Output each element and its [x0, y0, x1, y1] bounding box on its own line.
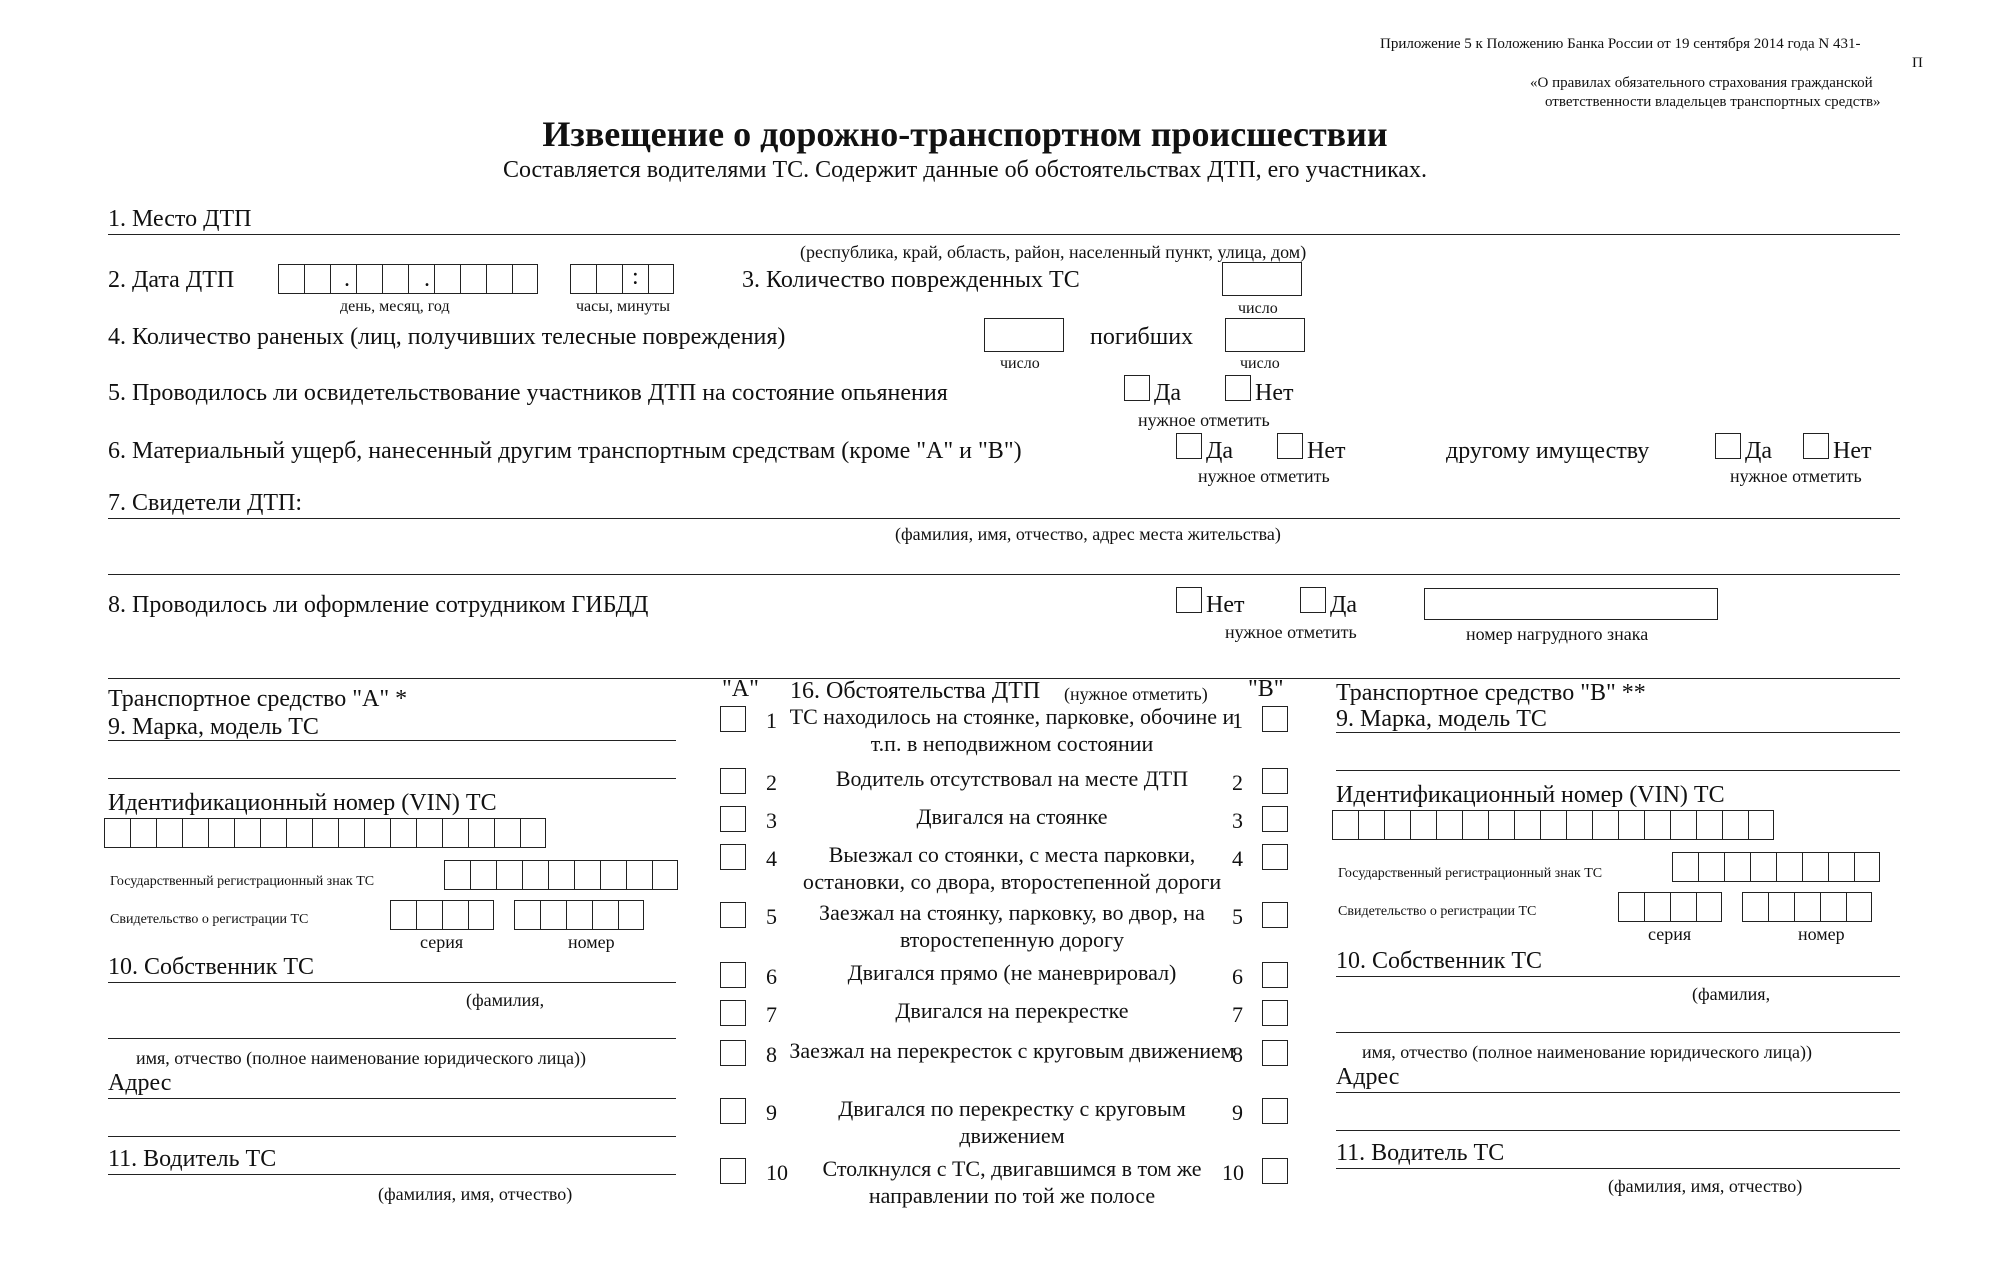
circ-text-10: Столкнулся с ТС, двигавшимся в том же направлении по той же полосе	[822, 1156, 1202, 1208]
vehicle-a-brand-line-1[interactable]	[108, 740, 676, 741]
vehicle-a-driver-line[interactable]	[108, 1174, 676, 1175]
witnesses-hint: (фамилия, имя, отчество, адрес места жительства)	[895, 524, 1281, 544]
vehicle-a-address-label: Адрес	[108, 1070, 172, 1096]
vehicle-a-address-line-1[interactable]	[108, 1098, 676, 1099]
vehicle-b-reg-number-cells[interactable]	[1742, 892, 1872, 922]
vehicle-b-driver-line[interactable]	[1336, 1168, 1900, 1169]
vehicle-a-address-line-2[interactable]	[108, 1136, 676, 1137]
circ-text-1: ТС находилось на стоянке, парковке, обочине и т.п. в неподвижном состоянии	[789, 704, 1235, 756]
police-hint: нужное отметить	[1225, 622, 1357, 642]
circ-a-number-5: 5	[766, 904, 777, 929]
vehicle-b-title: Транспортное средство "В" **	[1336, 680, 1646, 706]
damage-no-checkbox[interactable]	[1277, 433, 1303, 459]
date-label: 2. Дата ДТП	[108, 267, 235, 293]
vehicle-b-address-label: Адрес	[1336, 1064, 1400, 1090]
circ-b-checkbox-7[interactable]	[1262, 1000, 1288, 1026]
circ-b-number-5: 5	[1232, 904, 1243, 929]
vehicle-b-address-line-1[interactable]	[1336, 1092, 1900, 1093]
time-colon: :	[632, 264, 639, 290]
other-property-no-checkbox[interactable]	[1803, 433, 1829, 459]
police-no-checkbox[interactable]	[1176, 587, 1202, 613]
circ-a-checkbox-1[interactable]	[720, 706, 746, 732]
damage-label: 6. Материальный ущерб, нанесенный другим транспортным средствам (кроме "А" и "В")	[108, 438, 1022, 464]
circ-b-checkbox-8[interactable]	[1262, 1040, 1288, 1066]
badge-number-box[interactable]	[1424, 588, 1718, 620]
circ-title: 16. Обстоятельства ДТП	[790, 678, 1041, 704]
dead-box[interactable]	[1225, 318, 1305, 352]
vehicle-a-owner-hint-1: (фамилия,	[466, 990, 545, 1010]
vehicle-b-brand-label: 9. Марка, модель ТС	[1336, 706, 1547, 732]
vehicle-a-owner-hint-2: имя, отчество (полное наименование юридического лица))	[136, 1048, 586, 1068]
circ-b-number-1: 1	[1232, 708, 1243, 733]
injured-box[interactable]	[984, 318, 1064, 352]
vehicle-b-brand-line-2[interactable]	[1336, 770, 1900, 771]
circ-text-6: Двигался прямо (не маневрировал)	[847, 960, 1177, 985]
circ-b-number-3: 3	[1232, 808, 1243, 833]
circ-a-number-9: 9	[766, 1100, 777, 1125]
circ-b-checkbox-4[interactable]	[1262, 844, 1288, 870]
circ-text-3: Двигался на стоянке	[916, 804, 1108, 829]
date-dot-2: .	[424, 266, 430, 292]
time-hint: часы, минуты	[576, 298, 670, 315]
vehicle-a-title: Транспортное средство "А" *	[108, 686, 408, 712]
circ-b-checkbox-2[interactable]	[1262, 768, 1288, 794]
intoxication-yes-label: Да	[1154, 380, 1182, 406]
circ-a-checkbox-4[interactable]	[720, 844, 746, 870]
circ-a-number-8: 8	[766, 1042, 777, 1067]
vehicle-b-owner-hint-2: имя, отчество (полное наименование юридического лица))	[1362, 1042, 1812, 1062]
circ-a-number-7: 7	[766, 1002, 777, 1027]
place-label: 1. Место ДТП	[108, 206, 252, 232]
other-property-no-label: Нет	[1833, 438, 1872, 464]
circ-a-checkbox-9[interactable]	[720, 1098, 746, 1124]
vehicle-b-owner-hint-1: (фамилия,	[1692, 984, 1771, 1004]
vehicle-b-brand-line-1[interactable]	[1336, 732, 1900, 733]
damage-yes-checkbox[interactable]	[1176, 433, 1202, 459]
circ-b-number-9: 9	[1232, 1100, 1243, 1125]
circ-b-checkbox-10[interactable]	[1262, 1158, 1288, 1184]
circ-a-number-1: 1	[766, 708, 777, 733]
witnesses-line-2[interactable]	[108, 574, 1900, 575]
circ-a-checkbox-8[interactable]	[720, 1040, 746, 1066]
vehicle-b-plate-label: Государственный регистрационный знак ТС	[1338, 866, 1603, 881]
vehicle-b-owner-line-1[interactable]	[1336, 976, 1900, 977]
other-property-yes-checkbox[interactable]	[1715, 433, 1741, 459]
vehicle-b-reg-series-cells[interactable]	[1618, 892, 1722, 922]
vehicle-a-plate-cells[interactable]	[444, 860, 678, 890]
intoxication-no-label: Нет	[1255, 380, 1294, 406]
circ-text-8: Заезжал на перекресток с круговым движением	[789, 1038, 1235, 1063]
circ-a-number-2: 2	[766, 770, 777, 795]
damaged-vehicles-label: 3. Количество поврежденных ТС	[742, 267, 1080, 293]
circ-b-checkbox-9[interactable]	[1262, 1098, 1288, 1124]
appendix-line-1: Приложение 5 к Положению Банка России от 19 сентября 2014 года N 431-	[1380, 36, 1861, 52]
circ-b-checkbox-6[interactable]	[1262, 962, 1288, 988]
circ-b-number-4: 4	[1232, 846, 1243, 871]
vehicle-b-series-hint: серия	[1648, 924, 1692, 944]
place-line[interactable]	[108, 234, 1900, 235]
vehicle-a-vin-label: Идентификационный номер (VIN) ТС	[108, 790, 497, 816]
dead-hint: число	[1240, 355, 1280, 372]
vehicle-a-reg-number-cells[interactable]	[514, 900, 644, 930]
other-property-yes-label: Да	[1745, 438, 1773, 464]
intoxication-no-checkbox[interactable]	[1225, 375, 1251, 401]
circ-a-checkbox-7[interactable]	[720, 1000, 746, 1026]
injured-label: 4. Количество раненых (лиц, получивших телесные повреждения)	[108, 324, 786, 350]
circ-a-checkbox-3[interactable]	[720, 806, 746, 832]
vehicle-a-owner-label: 10. Собственник ТС	[108, 954, 315, 980]
circ-a-checkbox-2[interactable]	[720, 768, 746, 794]
vehicle-a-owner-line-2[interactable]	[108, 1038, 676, 1039]
intoxication-label: 5. Проводилось ли освидетельствование участников ДТП на состояние опьянения	[108, 380, 948, 406]
circ-a-checkbox-10[interactable]	[720, 1158, 746, 1184]
damage-hint: нужное отметить	[1198, 466, 1330, 486]
damage-no-label: Нет	[1307, 438, 1346, 464]
circ-b-number-6: 6	[1232, 964, 1243, 989]
vehicle-a-owner-line-1[interactable]	[108, 982, 676, 983]
circ-title-hint: (нужное отметить)	[1064, 684, 1208, 704]
circ-a-number-3: 3	[766, 808, 777, 833]
circ-b-number-2: 2	[1232, 770, 1243, 795]
circ-b-number-8: 8	[1232, 1042, 1243, 1067]
police-yes-label: Да	[1330, 592, 1358, 618]
other-property-hint: нужное отметить	[1730, 466, 1862, 486]
circ-text-9: Двигался по перекрестку с круговым движением	[838, 1096, 1186, 1148]
circ-text-5: Заезжал на стоянку, парковку, во двор, на второстепенную дорогу	[819, 900, 1205, 952]
appendix-line-4: ответственности владельцев транспортных средств»	[1545, 94, 1881, 110]
circ-text-7: Двигался на перекрестке	[895, 998, 1129, 1023]
vehicle-a-number-hint: номер	[568, 932, 615, 952]
date-hint: день, месяц, год	[340, 298, 450, 315]
intoxication-yes-checkbox[interactable]	[1124, 375, 1150, 401]
vehicle-a-brand-line-2[interactable]	[108, 778, 676, 779]
circ-b-number-10: 10	[1222, 1160, 1244, 1185]
vehicle-b-vin-cells[interactable]	[1332, 810, 1774, 840]
intoxication-hint: нужное отметить	[1138, 410, 1270, 430]
circ-text-2: Водитель отсутствовал на месте ДТП	[835, 766, 1189, 791]
page-subtitle: Составляется водителями ТС. Содержит данные об обстоятельствах ДТП, его участниках.	[502, 157, 1428, 183]
damaged-vehicles-box[interactable]	[1222, 262, 1302, 296]
vehicle-b-owner-label: 10. Собственник ТС	[1336, 948, 1543, 974]
police-label: 8. Проводилось ли оформление сотрудником ГИБДД	[108, 592, 649, 618]
vehicle-a-vin-cells[interactable]	[104, 818, 546, 848]
circ-a-checkbox-5[interactable]	[720, 902, 746, 928]
vehicle-a-plate-label: Государственный регистрационный знак ТС	[110, 874, 375, 889]
vehicle-b-reg-label: Свидетельство о регистрации ТС	[1338, 904, 1537, 919]
circ-text-4: Выезжал со стоянки, с места парковки, остановки, со двора, второстепенной дороги	[802, 842, 1222, 894]
place-hint: (республика, край, область, район, населенный пункт, улица, дом)	[800, 242, 1307, 262]
vehicle-b-vin-label: Идентификационный номер (VIN) ТС	[1336, 782, 1725, 808]
vehicle-a-driver-hint: (фамилия, имя, отчество)	[378, 1184, 573, 1204]
vehicle-b-number-hint: номер	[1798, 924, 1845, 944]
police-yes-checkbox[interactable]	[1300, 587, 1326, 613]
page-title: Извещение о дорожно-транспортном происшествии	[542, 114, 1388, 154]
badge-number-hint: номер нагрудного знака	[1466, 624, 1649, 644]
circ-a-checkbox-6[interactable]	[720, 962, 746, 988]
time-cells[interactable]	[570, 264, 674, 294]
appendix-line-2: П	[1912, 55, 1923, 71]
witnesses-label: 7. Свидетели ДТП:	[108, 490, 303, 516]
damage-yes-label: Да	[1206, 438, 1234, 464]
date-cells[interactable]	[278, 264, 538, 294]
circ-b-checkbox-1[interactable]	[1262, 706, 1288, 732]
vehicle-b-driver-hint: (фамилия, имя, отчество)	[1608, 1176, 1803, 1196]
damaged-vehicles-hint: число	[1238, 300, 1278, 317]
dead-label: погибших	[1090, 324, 1194, 350]
date-dot-1: .	[344, 266, 350, 292]
vehicle-b-address-line-2[interactable]	[1336, 1130, 1900, 1131]
witnesses-line-1[interactable]	[108, 518, 1900, 519]
circ-col-b-header: "В"	[1248, 676, 1284, 702]
vehicle-a-brand-label: 9. Марка, модель ТС	[108, 714, 319, 740]
vehicle-a-series-hint: серия	[420, 932, 464, 952]
police-no-label: Нет	[1206, 592, 1245, 618]
circ-b-number-7: 7	[1232, 1002, 1243, 1027]
injured-hint: число	[1000, 355, 1040, 372]
vehicle-b-owner-line-2[interactable]	[1336, 1032, 1900, 1033]
circ-b-checkbox-5[interactable]	[1262, 902, 1288, 928]
circ-a-number-4: 4	[766, 846, 777, 871]
vehicle-a-reg-series-cells[interactable]	[390, 900, 494, 930]
circ-a-number-6: 6	[766, 964, 777, 989]
vehicle-b-plate-cells[interactable]	[1672, 852, 1880, 882]
circ-a-number-10: 10	[766, 1160, 788, 1185]
vehicle-b-driver-label: 11. Водитель ТС	[1336, 1140, 1505, 1166]
circ-b-checkbox-3[interactable]	[1262, 806, 1288, 832]
vehicle-a-driver-label: 11. Водитель ТС	[108, 1146, 277, 1172]
vehicle-a-reg-label: Свидетельство о регистрации ТС	[110, 912, 309, 927]
appendix-line-3: «О правилах обязательного страхования гражданской	[1530, 75, 1873, 91]
circ-col-a-header: "А"	[722, 676, 759, 702]
other-property-label: другому имуществу	[1446, 438, 1650, 464]
